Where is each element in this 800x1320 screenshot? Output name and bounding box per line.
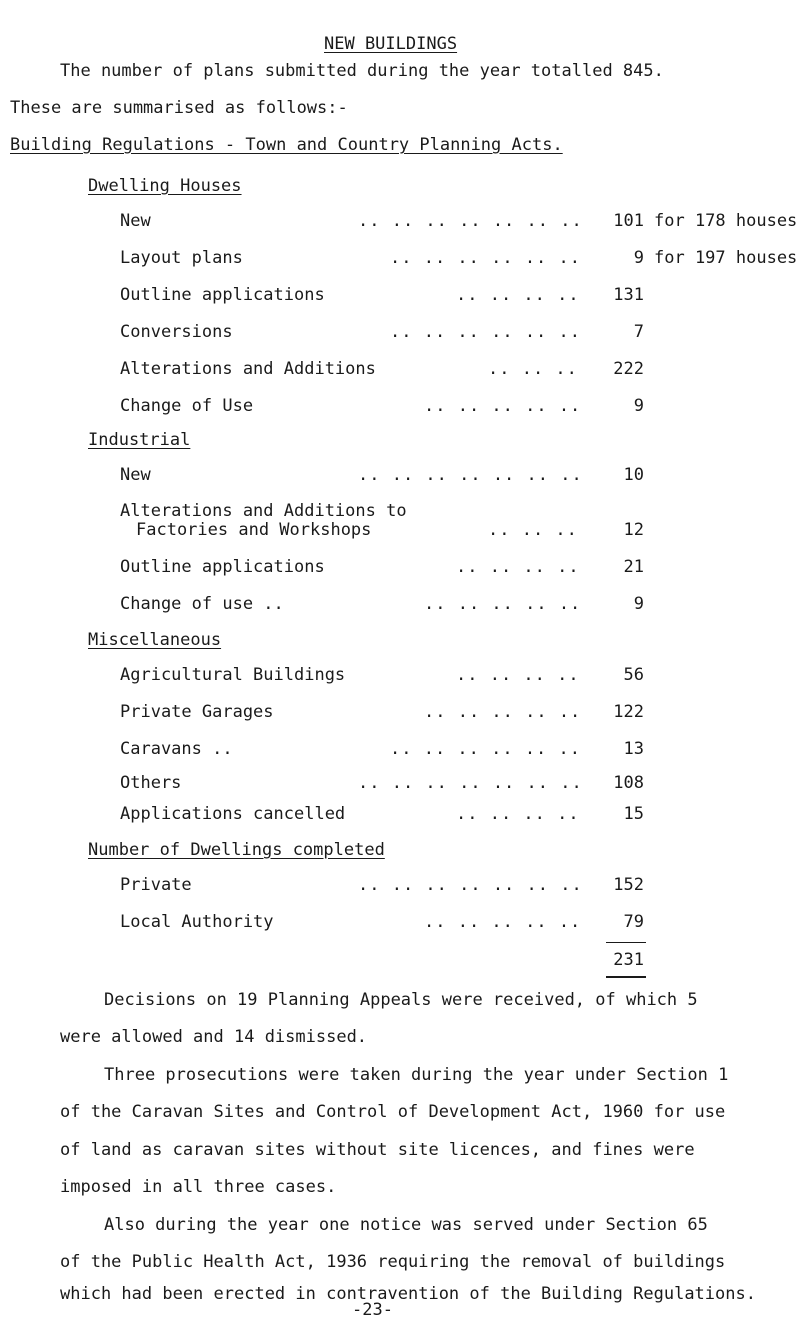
dwelling-row-label: Alterations and Additions — [120, 359, 376, 379]
leader-dots: .. .. .. .. .. — [424, 912, 582, 932]
completed-row-label: Local Authority — [120, 912, 274, 932]
leader-dots: .. .. .. .. — [456, 285, 580, 305]
misc-row-label: Caravans .. — [120, 739, 233, 759]
dwelling-row-value: 101 — [613, 211, 644, 231]
industrial-heading: Industrial — [88, 430, 191, 450]
misc-row-label: Applications cancelled — [120, 804, 346, 824]
leader-dots: .. .. .. .. .. .. .. — [358, 773, 583, 793]
total-rule-bottom — [606, 976, 646, 978]
dwelling-row-label: Layout plans — [120, 248, 243, 268]
dwelling-row-label: New — [120, 211, 151, 231]
industrial-row-label-2: Factories and Workshops — [136, 520, 372, 540]
leader-dots: .. .. .. — [488, 520, 578, 540]
paragraph-prosecutions-line-3: of land as caravan sites without site licences, and fines were — [60, 1140, 695, 1160]
misc-row-label: Others — [120, 773, 182, 793]
acts-heading: Building Regulations - Town and Country Planning Acts. — [10, 135, 563, 155]
dwelling-row-value: 7 — [633, 322, 644, 342]
dwelling-row-value: 131 — [613, 285, 644, 305]
misc-row-label: Agricultural Buildings — [120, 665, 346, 685]
page-number: -23- — [352, 1300, 393, 1320]
paragraph-appeals-line-2: were allowed and 14 dismissed. — [60, 1027, 368, 1047]
industrial-row-value: 9 — [633, 594, 644, 614]
intro-line-1: The number of plans submitted during the year totalled 845. — [60, 61, 664, 81]
dwelling-heading: Dwelling Houses — [88, 176, 242, 196]
leader-dots: .. .. .. .. .. .. .. — [358, 465, 583, 485]
paragraph-notice-line-3: which had been erected in contravention of the Building Regulations. — [60, 1284, 756, 1304]
dwelling-row-note: for 197 houses — [654, 248, 798, 268]
industrial-row-label: Change of use .. — [120, 594, 284, 614]
dwelling-row-label: Outline applications — [120, 285, 325, 305]
completed-row-value: 152 — [613, 875, 644, 895]
industrial-row-label: Outline applications — [120, 557, 325, 577]
completed-total: 231 — [613, 950, 644, 970]
leader-dots: .. .. .. .. .. — [424, 594, 582, 614]
leader-dots: .. .. .. .. .. .. .. — [358, 211, 583, 231]
dwelling-row-value: 222 — [613, 359, 644, 379]
misc-row-value: 122 — [613, 702, 644, 722]
page-title: NEW BUILDINGS — [324, 34, 458, 54]
dwelling-row-value: 9 — [633, 248, 644, 268]
industrial-row-label: New — [120, 465, 151, 485]
leader-dots: .. .. .. .. .. .. — [390, 322, 581, 342]
paragraph-prosecutions-line-1: Three prosecutions were taken during the year under Section 1 — [104, 1065, 729, 1085]
paragraph-prosecutions-line-2: of the Caravan Sites and Control of Development Act, 1960 for use — [60, 1102, 726, 1122]
leader-dots: .. .. .. .. — [456, 804, 580, 824]
leader-dots: .. .. .. .. .. — [424, 396, 582, 416]
leader-dots: .. .. .. .. — [456, 557, 580, 577]
paragraph-appeals-line-1: Decisions on 19 Planning Appeals were received, of which 5 — [104, 990, 698, 1010]
misc-heading: Miscellaneous — [88, 630, 222, 650]
leader-dots: .. .. .. .. .. .. — [390, 739, 581, 759]
misc-row-value: 13 — [623, 739, 644, 759]
industrial-row-value: 10 — [623, 465, 644, 485]
leader-dots: .. .. .. .. .. .. .. — [358, 875, 583, 895]
leader-dots: .. .. .. .. .. .. — [390, 248, 581, 268]
dwelling-row-label: Change of Use — [120, 396, 254, 416]
paragraph-prosecutions-line-4: imposed in all three cases. — [60, 1177, 337, 1197]
dwelling-row-value: 9 — [633, 396, 644, 416]
misc-row-value: 108 — [613, 773, 644, 793]
industrial-row-label: Alterations and Additions to — [120, 501, 407, 521]
completed-row-label: Private — [120, 875, 192, 895]
intro-line-2: These are summarised as follows:- — [10, 98, 348, 118]
completed-row-value: 79 — [623, 912, 644, 932]
completed-heading: Number of Dwellings completed — [88, 840, 385, 860]
leader-dots: .. .. .. .. — [456, 665, 580, 685]
paragraph-notice-line-2: of the Public Health Act, 1936 requiring the removal of buildings — [60, 1252, 726, 1272]
paragraph-notice-line-1: Also during the year one notice was served under Section 65 — [104, 1215, 708, 1235]
industrial-row-value: 21 — [623, 557, 644, 577]
misc-row-label: Private Garages — [120, 702, 274, 722]
industrial-row-value: 12 — [623, 520, 644, 540]
dwelling-row-note: for 178 houses — [654, 211, 798, 231]
dwelling-row-label: Conversions — [120, 322, 233, 342]
misc-row-value: 15 — [623, 804, 644, 824]
leader-dots: .. .. .. .. .. — [424, 702, 582, 722]
total-rule-top — [606, 942, 646, 943]
misc-row-value: 56 — [623, 665, 644, 685]
leader-dots: .. .. .. — [488, 359, 578, 379]
